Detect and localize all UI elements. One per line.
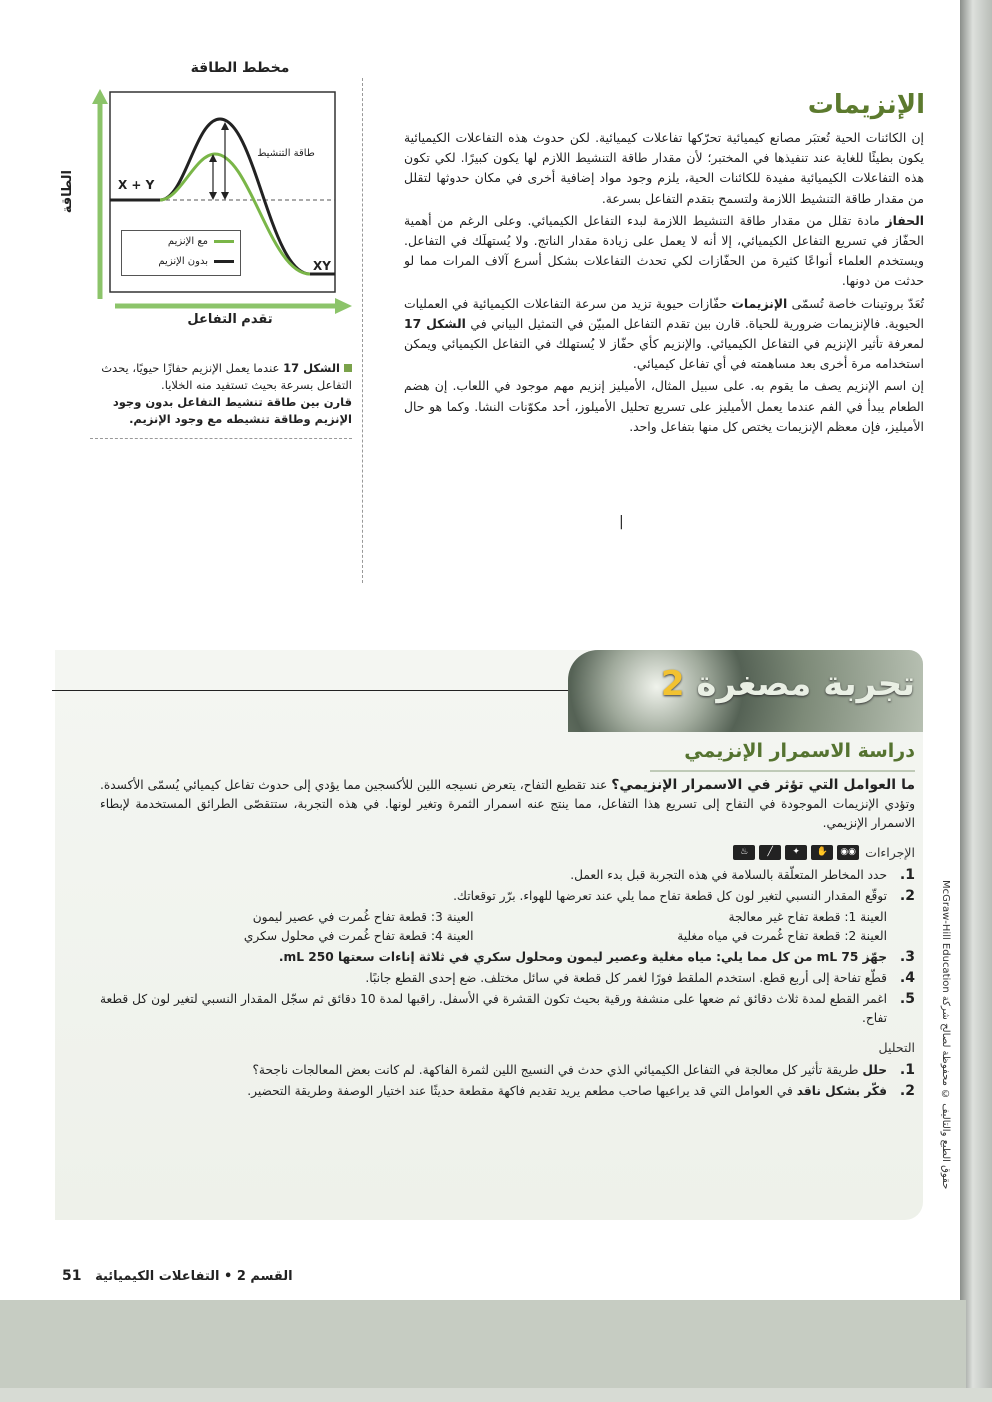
footer-chapter: التفاعلات الكيميائية [95, 1269, 220, 1284]
y-axis-label: الطاقة [60, 170, 75, 214]
lab-body [100, 776, 915, 1103]
y-axis-arrowhead [92, 89, 108, 104]
figure-caption: الشكل 17 عندما يعمل الإنزيم حفازًا حيويًا، يحدث التفاعل بسرعة بحيث تستفيد منه الخلايا. قارن بين طاقة تنشيط التفاعل بدون وجود الإنزيم وطاقة تنشيطه مع وجود الإنزيم. [90, 360, 352, 428]
lab-intro: ما العوامل التي تؤثر في الاسمرار الإنزيمي؟ عند تقطيع التفاح، يتعرض نسيجه اللين للأكسجين مما يؤدي إلى حدوث تفاعل كيميائي يُسمّى الأكسدة. وتؤدي الإنزيمات الموجودة في التفاح إلى تسريع هذا التفاعل، مما ينتج عنه اسمرار الثمرة وتغير لونها. في هذه التجربة، ستتقصّى الطرائق المستخدمة لإبطاء الاسمرار الإنزيمي. [100, 777, 915, 830]
paragraph-2: الحفاز مادة تقلل من مقدار طاقة التنشيط اللازمة لبدء التفاعل الكيميائي. وعلى الرغم من أهمية الحفّاز في تسريع التفاعل الكيميائي، إلا أنه لا يعمل على زيادة مقدار الناتج. ولا يُستهلَك في التفاعل. ويستخدم العلماء أنواعًا كثيرة من الحفّازات لكي تحدث التفاعلات بشكل أسرع آلاف المرات مما لو حدثت من دونها. [404, 212, 924, 289]
analysis-header: التحليل [878, 1040, 915, 1055]
activation-energy-label: طاقة التنشيط [257, 148, 315, 159]
section-heading: الإنزيمات [807, 90, 925, 120]
copyright-side-text: McGraw-Hill Education حقوق الطبع والتأليف © محفوظة لصالح شركة [940, 880, 951, 1190]
legend-item-without-enzyme: بدون الإنزيم [122, 251, 240, 271]
sample-list [100, 908, 915, 946]
reactant-label: X + Y [118, 178, 155, 192]
footer-bullet: • [224, 1269, 233, 1284]
procedure-step: 4. قطّع تفاحة إلى أربع قطع. استخدم الملقط فورًا لغمر كل قطعة في سائل مختلف. ضع إحدى القطع جانبًا. [365, 970, 915, 986]
chart-legend [121, 230, 241, 276]
procedure-step: 1. حدد المخاطر المتعلّقة بالسلامة في هذه التجربة قبل بدء العمل. [570, 867, 915, 883]
sharp-icon: ╱ [759, 845, 781, 860]
energy-diagram [70, 84, 360, 324]
paragraph-4: إن اسم الإنزيم يصف ما يقوم به. على سبيل المثال، الأميليز إنزيم مهم موجود في اللعاب. إن هضم الطعام يبدأ في الفم عندما يعمل الأميليز على تسريع تحليل الأميلوز، أحد مكوّنات النشا. وكما هو حال الأميليز، فإن معظم الإنزيمات يختص كل منها بتفاعل واحد. [404, 378, 924, 434]
page-footer [62, 1268, 322, 1284]
lab-rule [52, 690, 572, 691]
procedure-step: 5. اغمر القطع لمدة ثلاث دقائق ثم ضعها على منشفة ورقية بحيث تكون القشرة في الأسفل. راقبها لمدة 10 دقائق ثم سجّل المقدار النسبي لتغير لون كل قطعة تفاح. [100, 991, 915, 1025]
analysis-item: 1. حلل طريقة تأثير كل معالجة في التفاعل الكيميائي الذي حدث في النسيج اللين لثمرة الفاكهة. لم كانت بعض المعالجات ناجحة؟ [252, 1062, 915, 1078]
sample-item: العينة 2: قطعة تفاح غُمرت في مياه مغلية [677, 929, 887, 943]
sample-item: العينة 3: قطعة تفاح غُمرت في عصير ليمون [252, 910, 474, 924]
legend-swatch-green [214, 240, 234, 243]
caption-question: قارن بين طاقة تنشيط التفاعل بدون وجود الإنزيم وطاقة تنشيطه مع وجود الإنزيم. [112, 395, 352, 426]
paragraph-3: تُعَدّ بروتينات خاصة تُسمّى الإنزيمات حفّازات حيوية تزيد من سرعة التفاعلات الكيميائية في العمليات الحيوية. فالإنزيمات ضرورية للحياة. قارن بين تقدم التفاعل المبيّن في التمثيل البياني في الشكل 17 لمعرفة تأثير الإنزيم في التفاعل الكيميائي. والإنزيم كأي حفّاز لا يُستهلك في التفاعل الكيميائي ويمكن استخدامه مرة أخرى بعد مساهمته في أي تفاعل كيميائي. [404, 295, 925, 372]
analysis-item: 2. فكّر بشكل ناقد في العوامل التي قد يراعيها صاحب مطعم يريد تقديم فاكهة مقطعة حديثًا عند اختيار الوصفة وطريقة التحضير. [247, 1083, 915, 1099]
procedure-step: 2. توقّع المقدار النسبي لتغير لون كل قطعة تفاح مما يلي عند تعرضها للهواء. برّر توقعاتك. [453, 888, 915, 904]
page-number: 51 [62, 1268, 82, 1284]
legend-item-with-enzyme: مع الإنزيم [122, 231, 240, 251]
chart-title: مخطط الطاقة [190, 60, 290, 76]
paragraph-1: إن الكائنات الحية تُعتبَر مصانع كيميائية تحرّكها تفاعلات كيميائية. لكن حدوث هذه التفاعلات الكيميائية يكون بطيئًا للغاية عند تنفيذها في المختبر؛ لأن مقدار طاقة التنشيط اللازم لها يكون كبيرًا. لكي تكون هذه التفاعلات الكيميائية مفيدة للكائنات الحية، يلزم وجود مواد إضافية أخرى في مكان حدوثها لتقلل من مقدار طاقة التنشيط اللازمة ولتسمح بتقدم التفاعل بسرعة. [404, 130, 924, 206]
caption-marker-icon [344, 364, 352, 372]
lab-subtitle-rule [650, 770, 915, 772]
procedure-step: 3. جهّز 75 mL من كل مما يلي: مياه مغلية وعصير ليمون ومحلول سكري في ثلاثة إناءات سعتها 250 mL. [278, 949, 915, 965]
section-body [404, 128, 924, 439]
hand-wash-icon: ✋ [811, 845, 833, 860]
procedure-header: الإجراءات ◉◉ ✋ ✦ ╱ ♨ [100, 843, 915, 862]
sample-item: العينة 1: قطعة تفاح غير معالجة [728, 910, 887, 924]
x-axis-label: تقدم التفاعل [187, 312, 273, 327]
legend-swatch-black [214, 260, 234, 263]
sample-item: العينة 4: قطعة تفاح غُمرت في محلول سكري [243, 929, 474, 943]
goggles-icon: ◉◉ [837, 845, 859, 860]
lab-subtitle: دراسة الاسمرار الإنزيمي [684, 740, 915, 762]
lab-title: تجربة مصغرة 2 [660, 664, 915, 704]
caption-divider [90, 438, 352, 439]
product-label: XY [313, 259, 331, 273]
safety-icons [733, 845, 859, 860]
column-divider [362, 78, 363, 583]
scan-background-strip [0, 1388, 992, 1402]
heat-icon: ♨ [733, 845, 755, 860]
text-cursor-mark: | [619, 514, 624, 530]
page-edge-shadow [960, 0, 992, 1402]
gloves-icon: ✦ [785, 845, 807, 860]
x-axis-arrowhead [335, 298, 352, 314]
scan-background-band [0, 1300, 966, 1402]
footer-section: القسم 2 [236, 1269, 293, 1284]
